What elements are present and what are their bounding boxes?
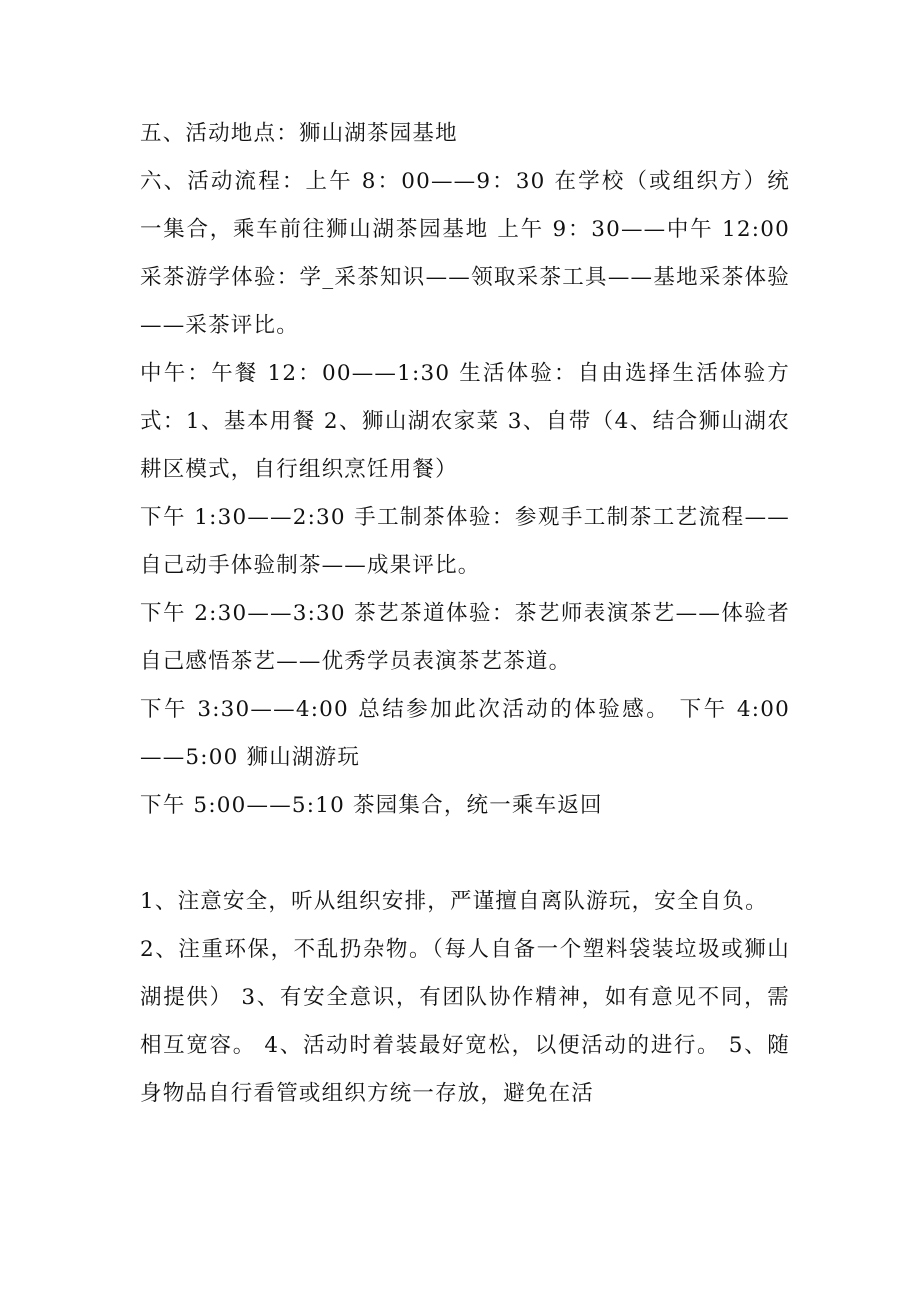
activity-flow-summary: 下午 3:30——4:00 总结参加此次活动的体验感。 下午 4:00——5:00 狮山湖游玩 <box>140 697 790 770</box>
activity-flow-tea-ceremony: 下午 2:30——3:30 茶艺茶道体验：茶艺师表演茶艺——体验者自己感悟茶艺——优秀学员表演茶艺茶道。 <box>140 601 790 674</box>
note-environment-and-more: 2、注重环保，不乱扔杂物。（每人自备一个塑料袋装垃圾或狮山湖提供） 3、有安全意识，有团队协作精神，如有意见不同，需相互宽容。 4、活动时着装最好宽松，以便活动的进行。 5、随身物品自行看管或组织方统一存放，避免在活 <box>140 937 790 1106</box>
activity-flow-morning: 六、活动流程：上午 8：00——9：30 在学校（或组织方）统一集合，乘车前往狮山湖茶园基地 上午 9：30——中午 12:00 采茶游学体验：学_采茶知识——领取采茶工具——基地采茶体验——采茶评比。 <box>140 169 790 338</box>
activity-flow-noon: 中午：午餐 12：00——1:30 生活体验：自由选择生活体验方式：1、基本用餐 2、狮山湖农家菜 3、自带（4、结合狮山湖农耕区模式，自行组织烹饪用餐） <box>140 361 790 482</box>
activity-location: 五、活动地点：狮山湖茶园基地 <box>140 121 458 146</box>
document-page <box>140 110 790 1118</box>
activity-flow-return: 下午 5:00——5:10 茶园集合，统一乘车返回 <box>140 793 603 818</box>
note-safety: 1、注意安全，听从组织安排，严谨擅自离队游玩，安全自负。 <box>140 889 768 914</box>
paragraph-gap <box>140 830 790 878</box>
activity-flow-tea-making: 下午 1:30——2:30 手工制茶体验：参观手工制茶工艺流程——自己动手体验制茶——成果评比。 <box>140 505 790 578</box>
